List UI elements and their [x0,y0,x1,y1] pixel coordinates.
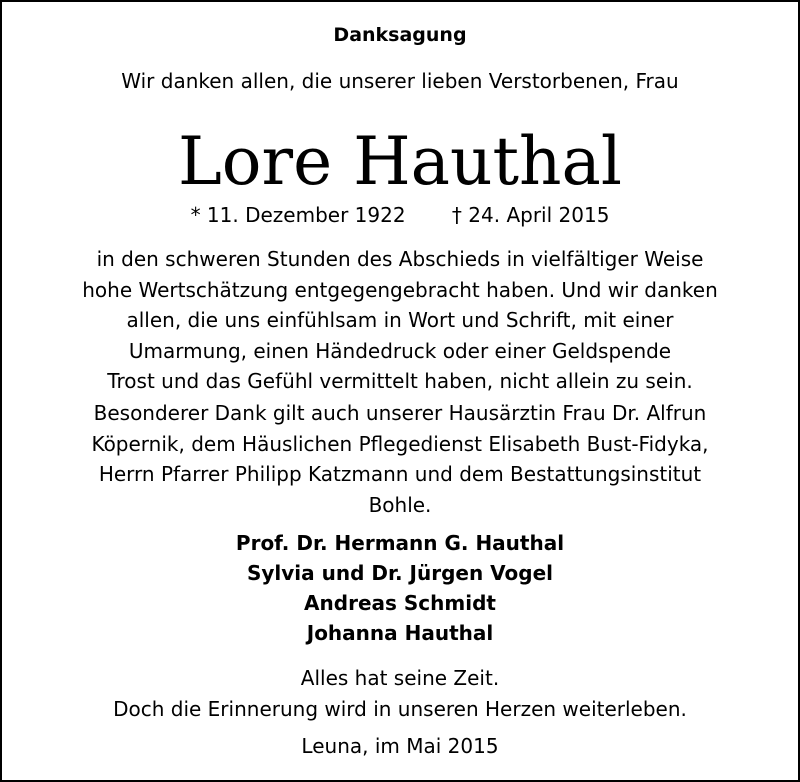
quote-line: Alles hat seine Zeit. [300,666,500,690]
paragraph-line: in den schweren Stunden des Abschieds in vielfältiger Weise [96,247,704,271]
paragraph-line: Umarmung, einen Händedruck oder einer Geldspende [128,338,672,363]
signer-name: Andreas Schmidt [304,591,496,615]
special-thanks-paragraph [0,398,800,520]
death-date: † 24. April 2015 [451,203,610,227]
signers-list [0,528,800,648]
closing-quote [0,663,800,725]
paragraph-line: hohe Wertschätzung entgegengebracht haben. Und wir danken [82,277,718,302]
signer-name: Sylvia und Dr. Jürgen Vogel [246,561,554,585]
paragraph-line: allen, die uns einfühlsam in Wort und Schrift, mit einer [126,308,674,332]
paragraph-line: Besonderer Dank gilt auch unserer Hausärztin Frau Dr. Alfrun [93,401,707,425]
paragraph-line: Trost und das Gefühl vermittelt haben, nicht allein zu sein. [107,369,693,393]
deceased-name: Lore Hauthal [177,123,623,200]
life-dates [0,203,800,227]
paragraph-line: Köpernik, dem Häuslichen Pflegedienst Elisabeth Bust-Fidyka, [91,431,709,456]
signer-name: Prof. Dr. Hermann G. Hauthal [235,531,565,555]
paragraph-line: Herrn Pfarrer Philipp Katzmann und dem Bestattungsinstitut [98,462,702,486]
paragraph-line: Bohle. [368,492,432,517]
place-date: Leuna, im Mai 2015 [301,734,499,758]
birth-date: * 11. Dezember 1922 [190,203,406,227]
quote-line: Doch die Erinnerung wird in unseren Herzen weiterleben. [113,697,687,721]
intro-text: Wir danken allen, die unserer lieben Verstorbenen, Frau [121,69,679,93]
signer-name: Johanna Hauthal [306,621,494,645]
notice-heading: Danksagung [333,24,467,46]
thanks-paragraph [0,244,800,397]
